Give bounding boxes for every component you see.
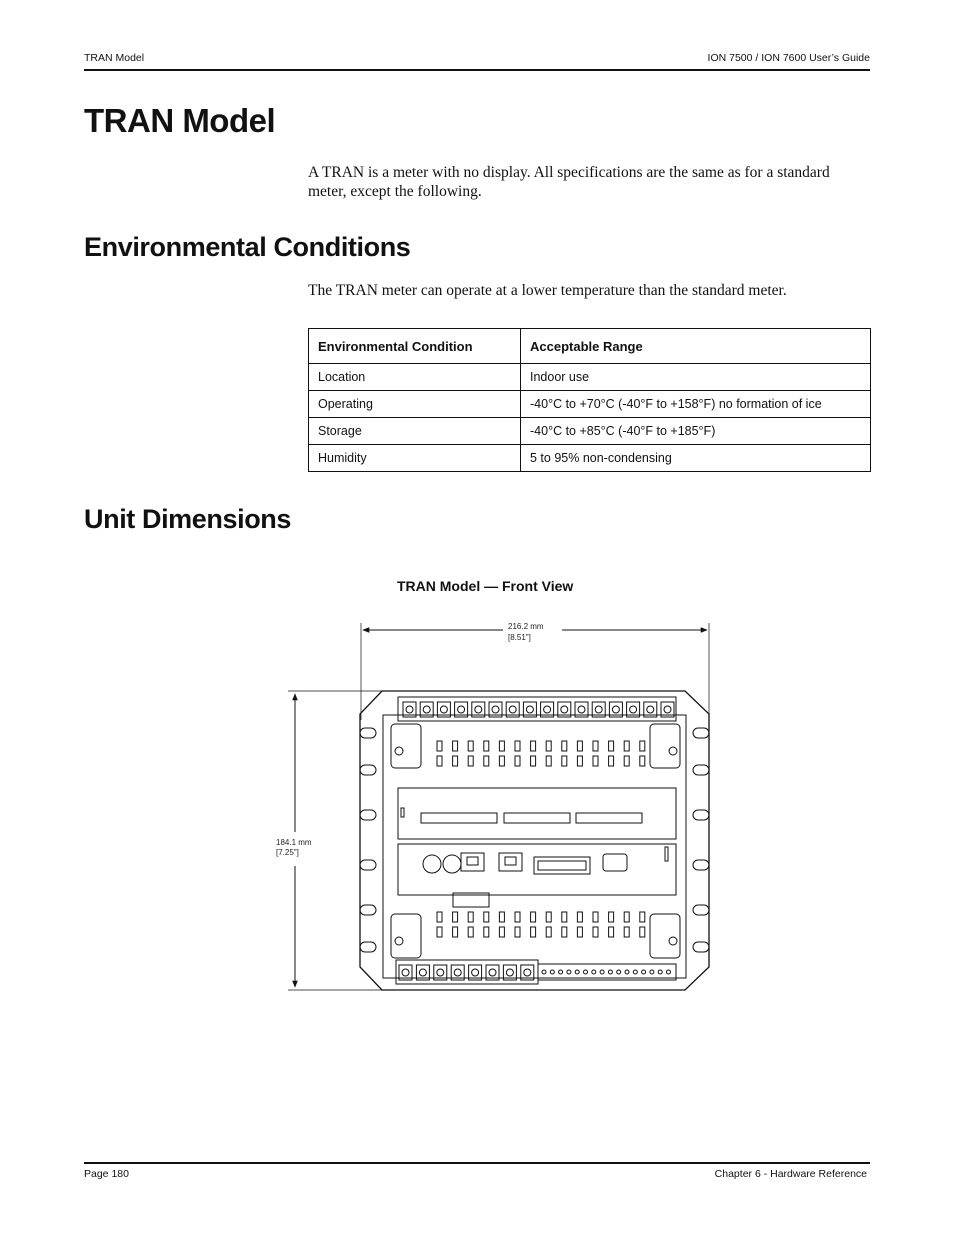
screw-head	[544, 706, 551, 713]
running-header-right: ION 7500 / ION 7600 User’s Guide	[707, 52, 870, 64]
connector-slot	[546, 741, 551, 751]
screw-head	[472, 969, 479, 976]
connector-slot	[640, 756, 645, 766]
screw-head	[440, 706, 447, 713]
table-row	[309, 364, 871, 391]
connector-slot	[609, 756, 614, 766]
connector-slot	[484, 741, 489, 751]
connector-slot	[577, 741, 582, 751]
pin-hole	[667, 970, 671, 974]
table-cell: Humidity	[309, 445, 521, 472]
connector-slot	[624, 741, 629, 751]
connector-slot	[531, 741, 536, 751]
screw-head	[423, 706, 430, 713]
connector-slot	[640, 927, 645, 937]
connector-slot	[437, 912, 442, 922]
table-row	[309, 445, 871, 472]
connector-slot	[531, 927, 536, 937]
connector-slot	[593, 912, 598, 922]
pin-hole	[650, 970, 654, 974]
pin-hole	[567, 970, 571, 974]
connector-slot	[453, 927, 458, 937]
connector-slot	[484, 912, 489, 922]
connector-slot	[546, 927, 551, 937]
pin-hole	[584, 970, 588, 974]
connector-slot	[624, 912, 629, 922]
table-row	[309, 418, 871, 445]
width-dim-in: [8.51"]	[508, 633, 531, 642]
screw-head	[578, 706, 585, 713]
front-view-diagram	[260, 610, 720, 995]
connector-slot	[593, 756, 598, 766]
footer-chapter: Chapter 6 - Hardware Reference	[714, 1168, 867, 1180]
table-cell: -40°C to +70°C (-40°F to +158°F) no formation of ice	[521, 391, 871, 418]
table-cell: Location	[309, 364, 521, 391]
connector-slot	[515, 927, 520, 937]
connector-slot	[624, 927, 629, 937]
screw-head	[509, 706, 516, 713]
connector-slot	[499, 927, 504, 937]
pin-hole	[592, 970, 596, 974]
connector-slot	[577, 756, 582, 766]
connector-slot	[562, 741, 567, 751]
connector-slot	[499, 741, 504, 751]
height-dim-mm: 184.1 mm	[276, 838, 312, 847]
screw-head	[664, 706, 671, 713]
connector-slot	[546, 912, 551, 922]
pin-hole	[617, 970, 621, 974]
connector-slot	[531, 756, 536, 766]
screw-head	[561, 706, 568, 713]
connector-slot	[640, 912, 645, 922]
connector-slot	[437, 756, 442, 766]
screw-head	[489, 969, 496, 976]
connector-slot	[562, 927, 567, 937]
intro-paragraph: A TRAN is a meter with no display. All specifications are the same as for a standard meter, except the following.	[308, 164, 830, 200]
connector-slot	[593, 927, 598, 937]
table-cell: Operating	[309, 391, 521, 418]
connector-slot	[468, 741, 473, 751]
connector-slot	[640, 741, 645, 751]
connector-slot	[437, 741, 442, 751]
screw-head	[458, 706, 465, 713]
connector-slot	[515, 756, 520, 766]
screw-head	[506, 969, 513, 976]
env-heading: Environmental Conditions	[84, 232, 411, 262]
table-cell: Storage	[309, 418, 521, 445]
screw-head	[419, 969, 426, 976]
connector-slot	[609, 741, 614, 751]
screw-head	[595, 706, 602, 713]
connector-slot	[453, 756, 458, 766]
screw-head	[612, 706, 619, 713]
connector-slot	[468, 927, 473, 937]
screw-head	[454, 969, 461, 976]
connector-slot	[593, 741, 598, 751]
connector-slot	[515, 741, 520, 751]
table-header-condition: Environmental Condition	[309, 329, 521, 364]
connector-slot	[546, 756, 551, 766]
screw-head	[406, 706, 413, 713]
connector-slot	[484, 756, 489, 766]
connector-slot	[562, 756, 567, 766]
connector-slot	[499, 912, 504, 922]
connector-slot	[577, 912, 582, 922]
header-rule	[84, 69, 870, 71]
connector-slot	[609, 912, 614, 922]
footer-page-number: Page 180	[84, 1168, 129, 1180]
connector-slot	[468, 912, 473, 922]
connector-slot	[484, 927, 489, 937]
pin-hole	[642, 970, 646, 974]
connector-slot	[437, 927, 442, 937]
screw-head	[402, 969, 409, 976]
pin-hole	[625, 970, 629, 974]
connector-slot	[562, 912, 567, 922]
width-dim-mm: 216.2 mm	[508, 622, 544, 631]
connector-slot	[453, 912, 458, 922]
table-row	[309, 391, 871, 418]
environment-table	[308, 328, 871, 472]
connector-slot	[577, 927, 582, 937]
pin-hole	[633, 970, 637, 974]
page-title: TRAN Model	[84, 102, 276, 139]
screw-head	[630, 706, 637, 713]
dims-heading: Unit Dimensions	[84, 504, 292, 534]
pin-hole	[658, 970, 662, 974]
pin-hole	[550, 970, 554, 974]
connector-slot	[531, 912, 536, 922]
connector-slot	[453, 741, 458, 751]
height-dim-in: [7.25"]	[276, 848, 299, 857]
connector-slot	[468, 756, 473, 766]
screw-head	[524, 969, 531, 976]
screw-head	[437, 969, 444, 976]
pin-hole	[559, 970, 563, 974]
footer-rule	[84, 1162, 870, 1164]
table-cell: Indoor use	[521, 364, 871, 391]
connector-slot	[624, 756, 629, 766]
connector-slot	[499, 756, 504, 766]
running-header-left: TRAN Model	[84, 52, 145, 64]
pin-hole	[575, 970, 579, 974]
table-header-range: Acceptable Range	[521, 329, 871, 364]
pin-hole	[600, 970, 604, 974]
table-cell: 5 to 95% non-condensing	[521, 445, 871, 472]
connector-slot	[609, 927, 614, 937]
connector-slot	[515, 912, 520, 922]
screw-head	[492, 706, 499, 713]
pin-hole	[608, 970, 612, 974]
screw-head	[647, 706, 654, 713]
screw-head	[526, 706, 533, 713]
table-header-row	[309, 329, 871, 364]
table-cell: -40°C to +85°C (-40°F to +185°F)	[521, 418, 871, 445]
screw-head	[475, 706, 482, 713]
env-paragraph: The TRAN meter can operate at a lower temperature than the standard meter.	[308, 282, 787, 299]
figure-title: TRAN Model — Front View	[397, 578, 574, 594]
pin-hole	[542, 970, 546, 974]
